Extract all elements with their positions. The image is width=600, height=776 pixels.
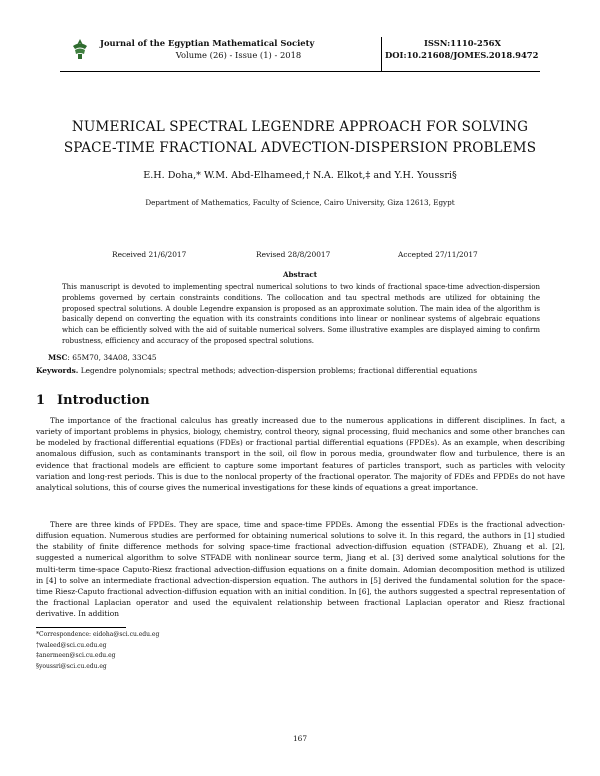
accepted-date: Accepted 27/11/2017 [398, 250, 478, 259]
journal-info [100, 37, 382, 71]
paper-title [40, 117, 560, 159]
volume-issue: Volume (26) - Issue (1) - 2018 [175, 49, 302, 60]
page-number: 167 [292, 734, 308, 743]
footnote-rule [36, 627, 126, 628]
section-heading [36, 393, 150, 408]
footnote-email-4: §youssri@sci.cu.edu.eg [36, 662, 107, 670]
title-line-2: SPACE-TIME FRACTIONAL ADVECTION-DISPERSION PROBLEMS [63, 140, 537, 156]
abstract-body: This manuscript is devoted to implementing spectral numerical solutions to two kinds of fractional space-time advection-dispersion problems governed by certain constraints conditions. The collocation and tau spectral methods are utilized for obtaining the proposed spectral solutions. A double Legendre expansion is proposed as an approximate solution. The main idea of the algorithm is basically depend on converting the equation with its constraints conditions into linear or nonlinear systems of algebraic equations which can be efficiently solved with the aid of suitable numerical solvers. Some illustrative examples are displayed aiming to confirm robustness, efficiency and accuracy of the proposed spectral solutions. [62, 283, 540, 345]
revised-date: Revised 28/8/20017 [256, 250, 331, 259]
keywords-value: Legendre polynomials; spectral methods; advection-dispersion problems; fractional differential equations [80, 366, 477, 375]
authors: E.H. Doha,* W.M. Abd-Elhameed,† N.A. Elkot,‡ and Y.H. Youssri§ [143, 170, 457, 181]
affiliation: Department of Mathematics, Faculty of Science, Cairo University, Giza 12613, Egypt [145, 198, 455, 207]
footnotes [36, 630, 159, 672]
paragraph-1: The importance of the fractional calculus has greatly increased due to the numerous applications in different disciplines. In fact, a variety of important problems in physics, biology, chemistry, control theory, signal processing, fluid mechanics and some other branches can be modeled by fractional differential equations (FDEs) or fractional partial differential equations (FPDEs). As an example, when describing anomalous diffusion, such as contaminants transport in the soil, oil flow in porous media, groundwater flow and turbulence, there is an evidence that fractional models are efficient to capture some important features of particles transport, such as particles with velocity variation and long-rest periods. This is due to the nonlocal property of the fractional operator. The majority of FDEs and FPDEs do not have analytical solutions, this of course gives the numerical investigations for these kinds of equations a great importance. [36, 416, 565, 492]
msc-value: : 65M70, 34A08, 33C45 [67, 353, 157, 362]
journal-title: Journal of the Egyptian Mathematical Society [100, 38, 315, 48]
section-title: Introduction [57, 393, 150, 408]
footnote-email-2: †waleed@sci.cu.edu.eg [36, 641, 107, 649]
abstract-heading: Abstract [282, 270, 318, 279]
journal-logo-icon [60, 37, 100, 65]
msc-label: MSC [48, 353, 68, 362]
journal-header [60, 37, 540, 72]
received-date: Received 21/6/2017 [112, 250, 187, 259]
msc-codes [48, 353, 157, 362]
title-line-1: NUMERICAL SPECTRAL LEGENDRE APPROACH FOR SOLVING [71, 119, 529, 135]
doi: DOI:10.21608/JOMES.2018.9472 [385, 49, 539, 60]
footnote-correspondence: *Correspondence: eidoha@sci.cu.edu.eg [36, 631, 160, 638]
footnote-email-3: ‡anermeen@sci.cu.edu.eg [36, 652, 116, 659]
section-number: 1 [36, 393, 46, 408]
issn-doi [382, 37, 540, 71]
issn: ISSN:1110-256X [423, 38, 502, 48]
keywords [36, 366, 566, 375]
paragraph-2: There are three kinds of FPDEs. They are space, time and space-time FPDEs. Among the essential FDEs is the fractional advection-diffusion equation. Numerous studies are performed for obtaining numerical solutions to solve it. In this regard, the authors in [1] studied the stability of finite difference methods for solving space-time fractional advection-diffusion equation (STFADE), Zhuang et al. [2], suggested a numerical algorithm to solve STFADE with nonlinear source term, Jiang et al. [3] derived some analytical solutions for the multi-term time-space Caputo-Riesz fractional advection-diffusion equations on a finite domain. Adomian decomposition method is utilized in [4] to solve an intermediate fractional advection-dispersion equation. The authors in [5] derived the fundamental solution for the space-time Riesz-Caputo fractional advection-diffusion equation with an initial condition. In [6], the authors suggested a spectral representation of the fractional Laplacian operator and used the equivalent relationship between fractional Laplacian operator and Riesz fractional derivative. In addition [36, 520, 565, 619]
keywords-label: Keywords. [36, 366, 79, 375]
